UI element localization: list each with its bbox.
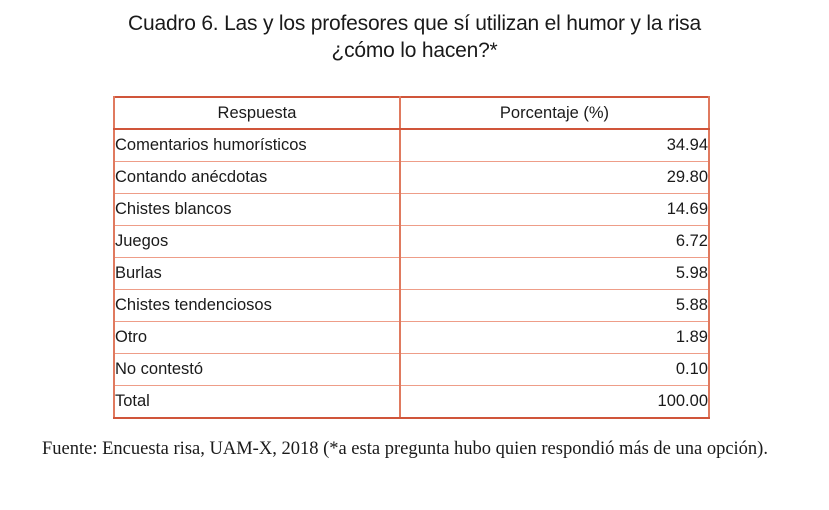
row-label: Contando anécdotas <box>114 162 400 194</box>
header-respuesta: Respuesta <box>114 97 400 129</box>
row-value: 6.72 <box>400 226 709 258</box>
table-row <box>114 226 709 258</box>
row-label: Comentarios humorísticos <box>114 129 400 162</box>
table-row <box>114 194 709 226</box>
table-row-total <box>114 386 709 419</box>
source-note <box>42 437 787 462</box>
source-prefix: Fuente: Encuesta risa, <box>42 439 210 459</box>
source-institution: UAM-X <box>209 439 273 459</box>
row-label: No contestó <box>114 354 400 386</box>
row-value: 0.10 <box>400 354 709 386</box>
table-row <box>114 162 709 194</box>
total-value: 100.00 <box>400 386 709 419</box>
table-caption <box>0 10 829 64</box>
row-label: Burlas <box>114 258 400 290</box>
total-label: Total <box>114 386 400 419</box>
table-header-row <box>114 97 709 129</box>
table-row <box>114 258 709 290</box>
caption-line-2: ¿cómo lo hacen?* <box>331 39 498 62</box>
table-row <box>114 322 709 354</box>
caption-line-1: Cuadro 6. Las y los profesores que sí utilizan el humor y la risa <box>128 12 701 35</box>
table-row <box>114 290 709 322</box>
row-value: 34.94 <box>400 129 709 162</box>
table-row <box>114 354 709 386</box>
row-value: 5.98 <box>400 258 709 290</box>
row-label: Otro <box>114 322 400 354</box>
row-value: 29.80 <box>400 162 709 194</box>
source-suffix: , 2018 (*a esta pregunta hubo quien respondió más de una opción). <box>272 439 768 459</box>
row-value: 14.69 <box>400 194 709 226</box>
table-row <box>114 129 709 162</box>
data-table <box>113 96 710 419</box>
row-value: 5.88 <box>400 290 709 322</box>
row-label: Chistes tendenciosos <box>114 290 400 322</box>
header-porcentaje: Porcentaje (%) <box>400 97 709 129</box>
row-label: Chistes blancos <box>114 194 400 226</box>
row-label: Juegos <box>114 226 400 258</box>
row-value: 1.89 <box>400 322 709 354</box>
